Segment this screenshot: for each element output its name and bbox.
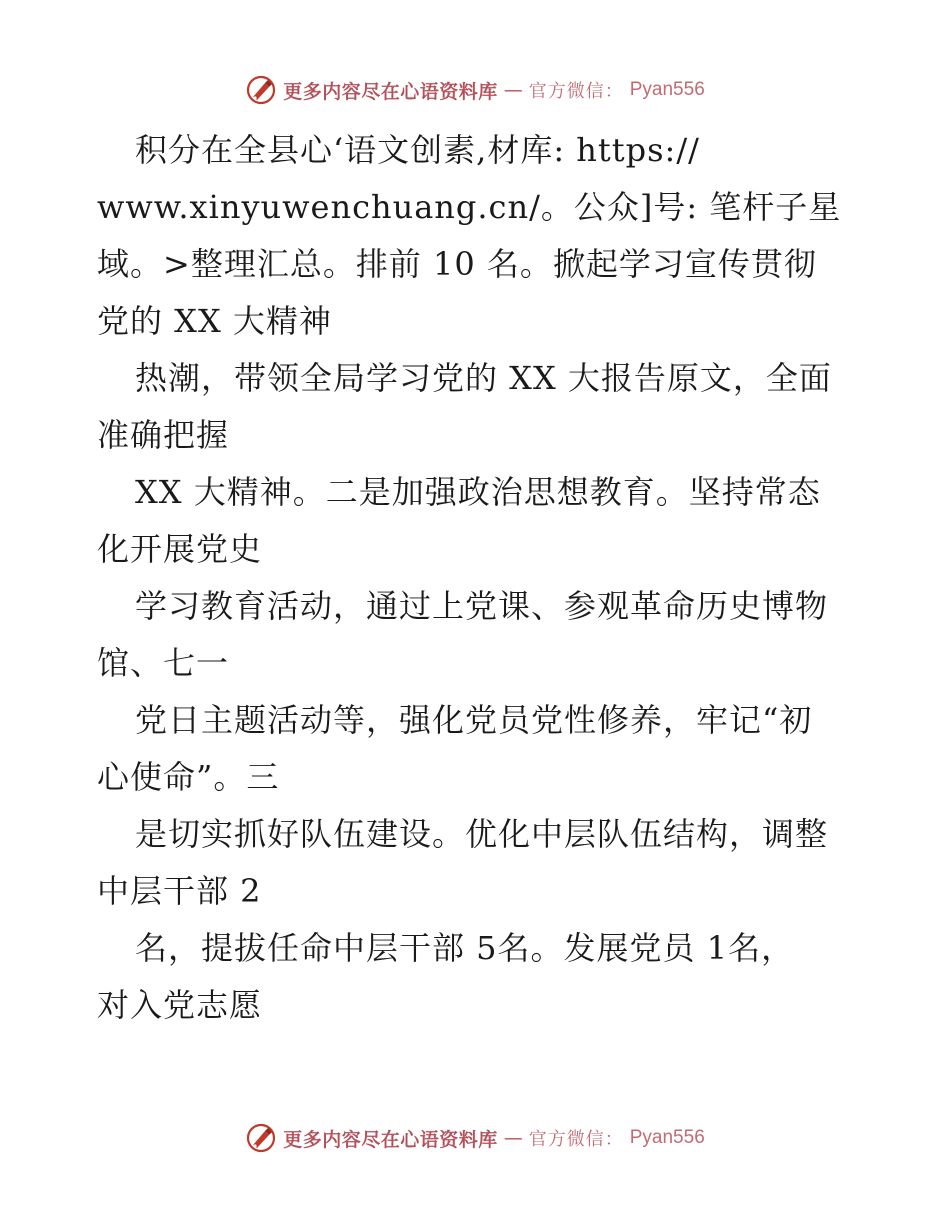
body-line: 域。>整理汇总。排前 10 名。掀起学习宣传贯彻: [97, 245, 817, 283]
body-line: 名，提拔任命中层干部 5名。发展党员 1名，: [135, 929, 795, 967]
body-line: 对入党志愿: [97, 986, 263, 1024]
body-line: 积分在全县心‘语文创素,材库: https://: [135, 131, 700, 169]
promo-text: 更多内容尽在心语资料库: [283, 1128, 498, 1151]
banner-dash: —: [503, 1127, 523, 1149]
body-line: 心使命”。三: [97, 758, 280, 796]
wechat-label: 官方微信：: [528, 81, 624, 102]
pen-logo-icon: [245, 1122, 277, 1154]
body-line: XX 大精神。二是加强政治思想教育。坚持常态: [135, 473, 821, 511]
promo-text: 更多内容尽在心语资料库: [283, 80, 498, 103]
body-line: 馆、七一: [97, 644, 230, 682]
body-line: 是切实抓好队伍建设。优化中层队伍结构，调整: [135, 815, 829, 853]
header-watermark-banner: [0, 70, 950, 110]
body-line: 学习教育活动，通过上党课、参观革命历史博物: [135, 587, 829, 625]
body-line: 党的 XX 大精神: [97, 302, 332, 340]
document-body: [97, 122, 857, 1034]
wechat-id: Pyan556: [629, 79, 705, 100]
body-line: 中层干部 2: [97, 872, 262, 910]
wechat-id: Pyan556: [629, 1127, 705, 1148]
body-line: 热潮，带领全局学习党的 XX 大报告原文，全面: [135, 359, 832, 397]
banner-dash: —: [503, 79, 523, 101]
body-line: 准确把握: [97, 416, 230, 454]
pen-logo-icon: [245, 74, 277, 106]
footer-watermark-banner: [0, 1118, 950, 1158]
body-line: www.xinyuwenchuang.cn/。公众]号: 笔杆子星: [97, 188, 842, 226]
body-line: 化开展党史: [97, 530, 263, 568]
body-line: 党日主题活动等，强化党员党性修养，牢记“初: [135, 701, 813, 739]
wechat-label: 官方微信：: [528, 1129, 624, 1150]
